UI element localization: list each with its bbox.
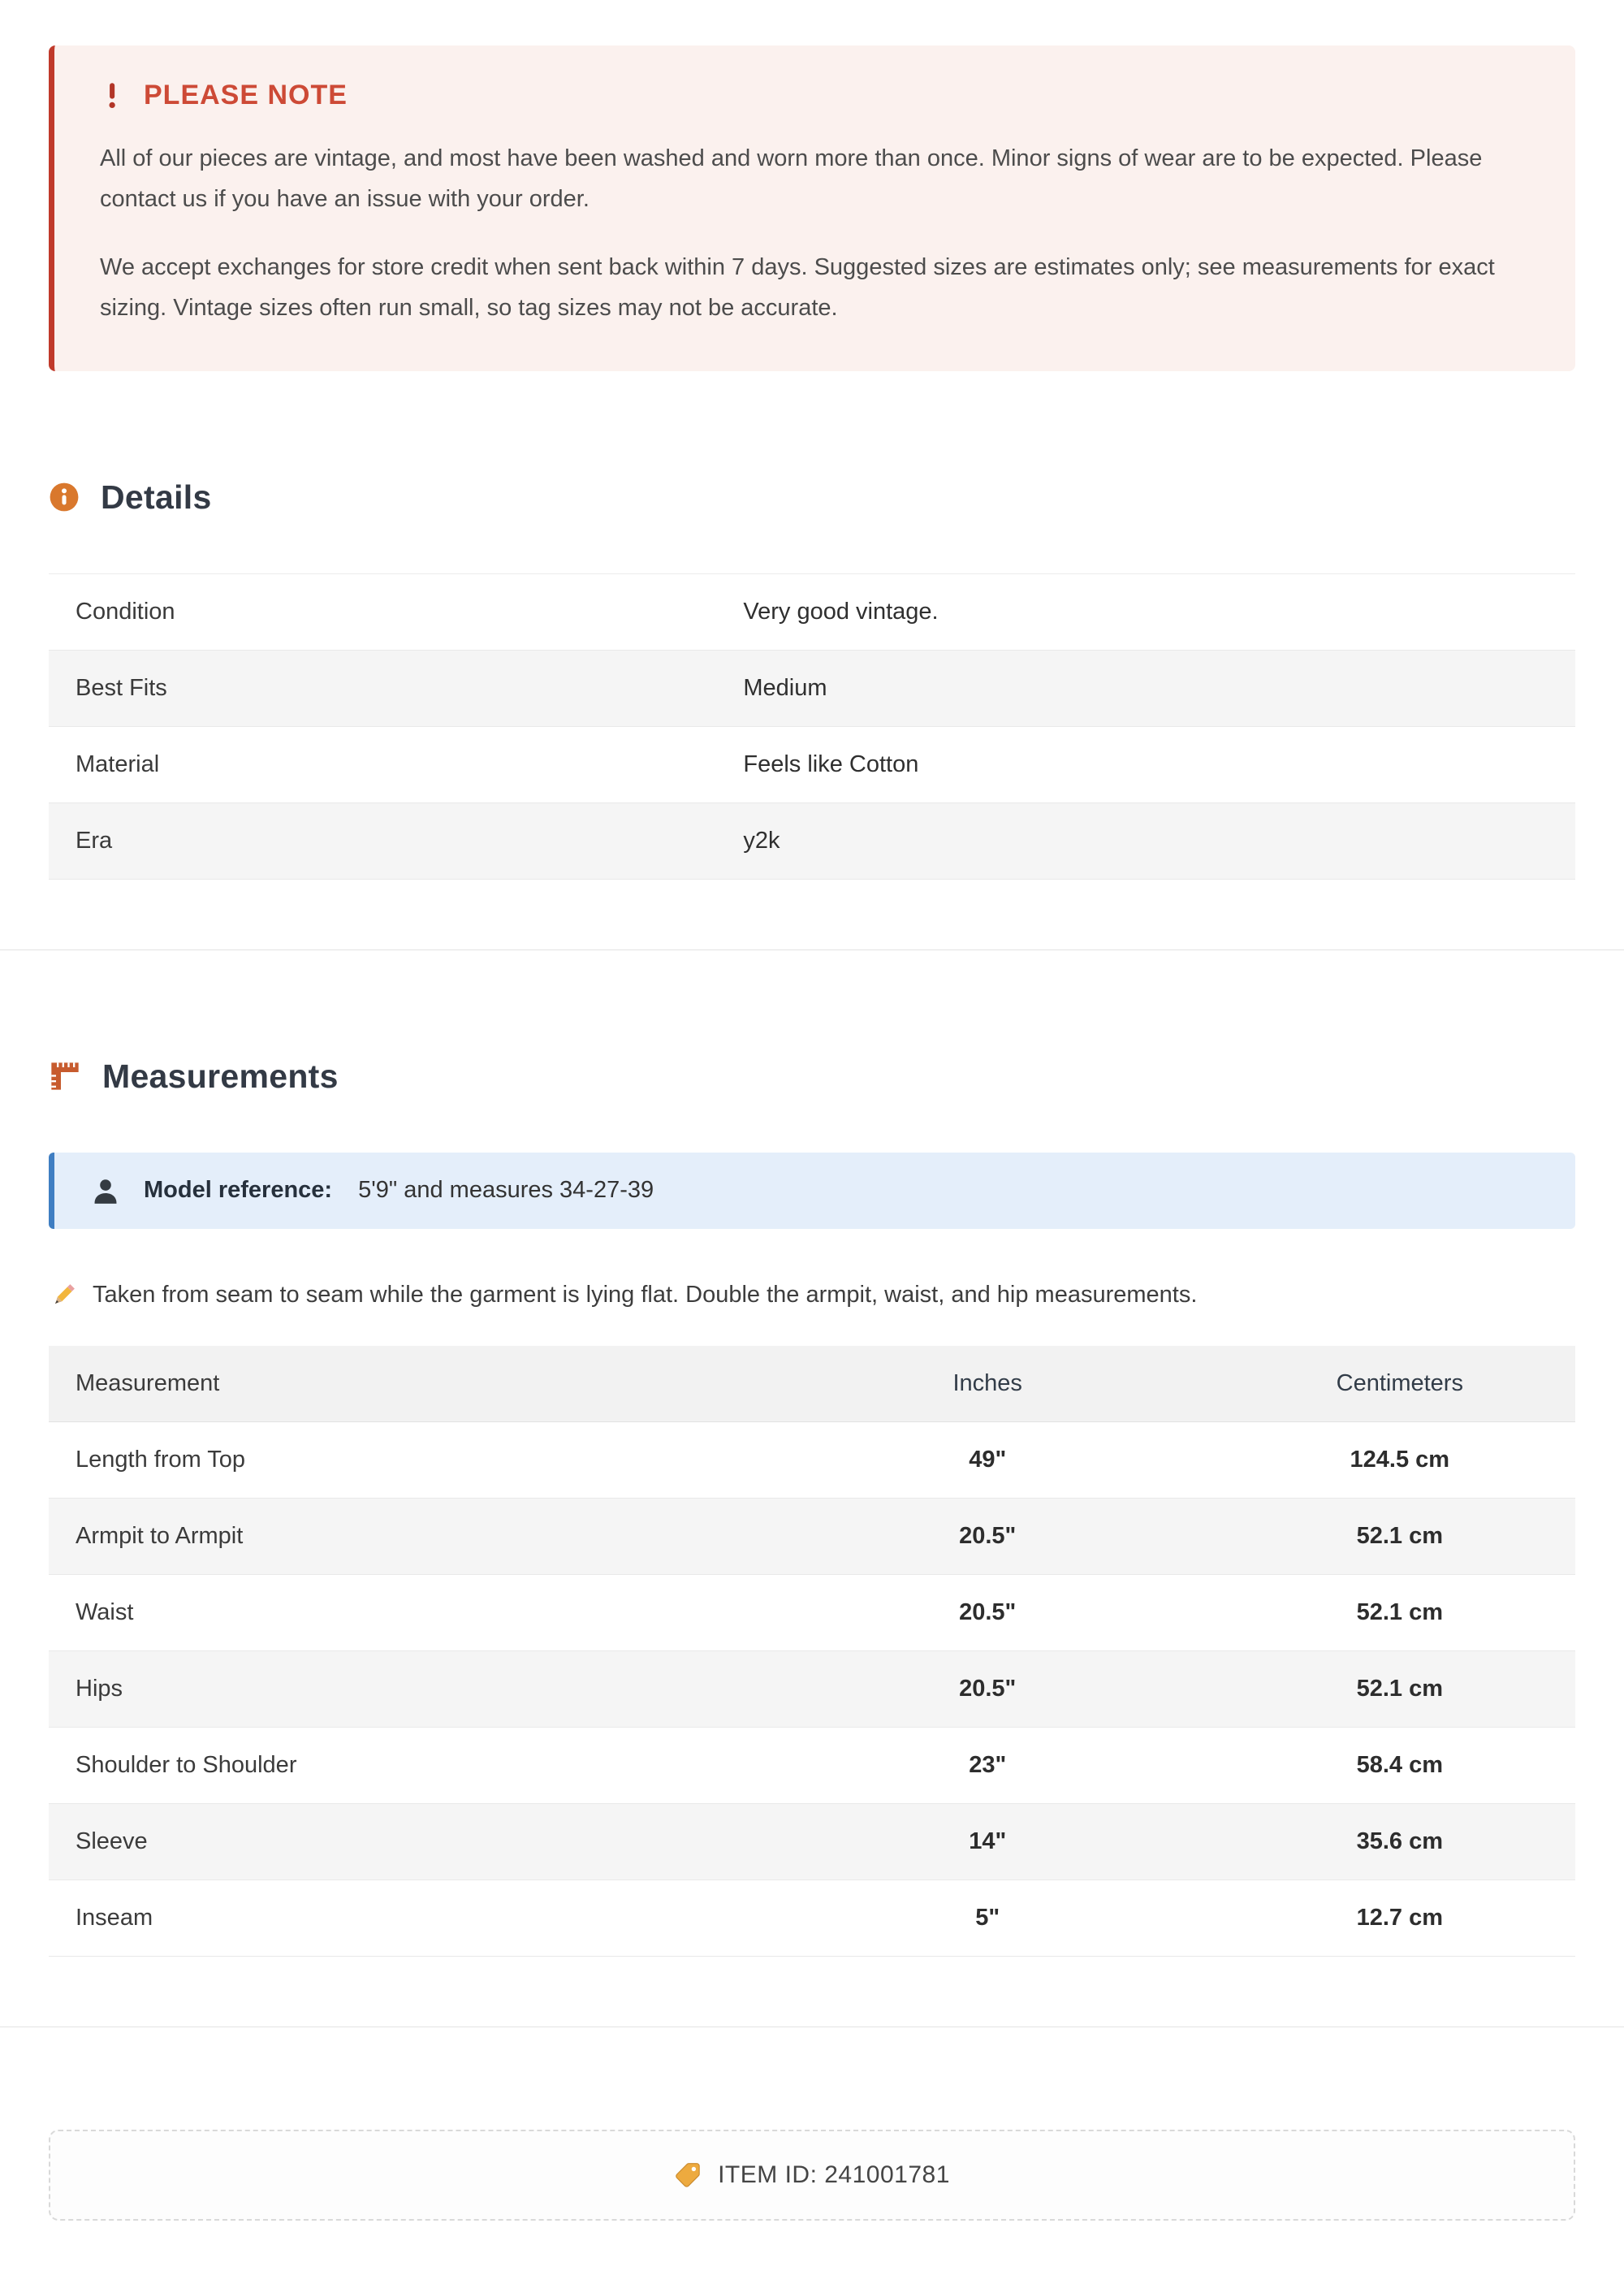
measurement-row-armpit-to-armpit	[49, 1499, 1575, 1575]
measurement-cm: 58.4 cm	[1356, 1751, 1443, 1778]
measurement-row-length-from-top	[49, 1422, 1575, 1499]
measurements-table-header	[49, 1346, 1575, 1422]
details-heading	[49, 478, 1575, 517]
measurements-table-body	[49, 1422, 1575, 1957]
details-value: Very good vintage.	[743, 598, 939, 625]
model-reference-box	[49, 1153, 1575, 1229]
measurements-table	[49, 1346, 1575, 1957]
pencil-icon	[49, 1281, 78, 1310]
measurement-name: Shoulder to Shoulder	[76, 1751, 297, 1778]
measurement-inches: 5"	[975, 1904, 1000, 1931]
measurement-note	[49, 1281, 1575, 1310]
details-value: Medium	[743, 674, 827, 701]
tag-icon	[674, 2161, 702, 2189]
details-value: Feels like Cotton	[743, 751, 919, 777]
details-table	[49, 573, 1575, 880]
header-inches: Inches	[952, 1369, 1022, 1396]
please-note-title: PLEASE NOTE	[144, 80, 348, 110]
measurement-note-text: Taken from seam to seam while the garment is lying flat. Double the armpit, waist, and hip measurements.	[93, 1282, 1198, 1308]
details-label: Material	[76, 751, 160, 777]
measurement-cm: 52.1 cm	[1356, 1598, 1443, 1625]
measurement-inches: 14"	[969, 1828, 1007, 1854]
measurement-name: Inseam	[76, 1904, 153, 1931]
measurement-inches: 20.5"	[959, 1522, 1017, 1549]
measurement-name: Sleeve	[76, 1828, 148, 1854]
measurements-heading	[49, 1058, 1575, 1096]
measurement-row-inseam	[49, 1880, 1575, 1957]
top-section	[0, 45, 1624, 880]
measurement-inches: 20.5"	[959, 1598, 1017, 1625]
details-row-era	[49, 803, 1575, 880]
measurement-inches: 20.5"	[959, 1675, 1017, 1702]
measurements-section	[0, 1058, 1624, 1957]
notice-paragraph-2: We accept exchanges for store credit when sent back within 7 days. Suggested sizes are estimates only; see measurements for exact sizing. Vintage sizes often run small, so tag sizes may not be accurate.	[100, 253, 1495, 321]
measurement-inches: 49"	[969, 1446, 1007, 1473]
details-label: Era	[76, 827, 113, 854]
details-row-best-fits	[49, 651, 1575, 727]
details-title: Details	[101, 478, 212, 516]
measurement-name: Waist	[76, 1598, 134, 1625]
section-divider-1	[0, 949, 1624, 950]
measurement-name: Hips	[76, 1675, 123, 1702]
measurement-name: Armpit to Armpit	[76, 1522, 244, 1549]
details-row-material	[49, 727, 1575, 803]
info-icon	[49, 482, 80, 513]
measurement-inches: 23"	[969, 1751, 1007, 1778]
measurement-cm: 52.1 cm	[1356, 1675, 1443, 1702]
details-value: y2k	[743, 827, 780, 854]
details-label: Condition	[76, 598, 175, 625]
item-id-text: ITEM ID: 241001781	[718, 2161, 950, 2188]
header-measurement: Measurement	[76, 1369, 220, 1396]
person-icon	[90, 1175, 121, 1206]
measurement-cm: 124.5 cm	[1350, 1446, 1450, 1473]
item-id-section	[0, 2130, 1624, 2221]
please-note-header	[100, 80, 1533, 111]
measurement-cm: 52.1 cm	[1356, 1522, 1443, 1549]
measurement-cm: 35.6 cm	[1356, 1828, 1443, 1854]
please-note-box	[49, 45, 1575, 371]
model-reference-label: Model reference:	[144, 1177, 333, 1203]
header-centimeters: Centimeters	[1336, 1369, 1463, 1396]
measurement-row-sleeve	[49, 1804, 1575, 1880]
measurement-row-shoulder-to-shoulder	[49, 1728, 1575, 1804]
model-reference-value: 5'9" and measures 34-27-39	[358, 1177, 654, 1203]
exclamation-icon	[100, 82, 124, 110]
measurement-cm: 12.7 cm	[1356, 1904, 1443, 1931]
notice-paragraph-1: All of our pieces are vintage, and most have been washed and worn more than once. Minor signs of wear are to be expected. Please contact us if you have an issue with your order.	[100, 145, 1483, 212]
measurement-row-waist	[49, 1575, 1575, 1651]
measurement-name: Length from Top	[76, 1446, 246, 1473]
measurements-title: Measurements	[102, 1057, 339, 1095]
details-row-condition	[49, 574, 1575, 651]
ruler-icon	[49, 1060, 81, 1092]
item-id-box	[49, 2130, 1575, 2221]
measurement-row-hips	[49, 1651, 1575, 1728]
details-label: Best Fits	[76, 674, 167, 701]
